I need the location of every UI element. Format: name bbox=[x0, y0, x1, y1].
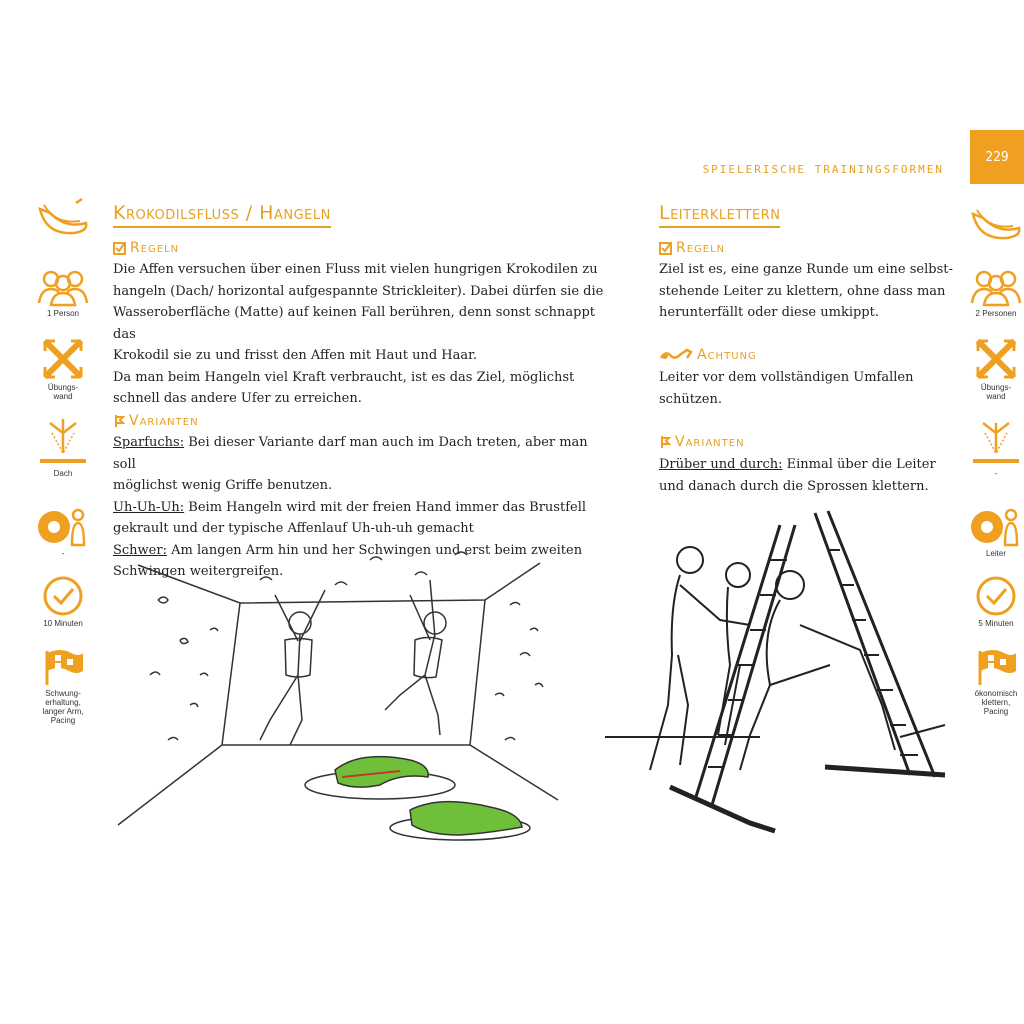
text-line: Die Affen versuchen über einen Fluss mit vielen hungrigen Krokodilen zu bbox=[113, 262, 598, 277]
roof-icon bbox=[33, 417, 93, 478]
roof-icon bbox=[966, 417, 1024, 478]
caution-icon bbox=[659, 348, 693, 362]
rules-heading-label: Regeln bbox=[676, 240, 726, 256]
icon-label: Dach bbox=[53, 469, 73, 478]
clock-icon bbox=[966, 575, 1024, 628]
text-line: schnell das andere Ufer zu erreichen. bbox=[113, 391, 362, 406]
icon-label: 5 Minuten bbox=[978, 619, 1014, 628]
icon-label: Übungs- wand bbox=[980, 383, 1012, 401]
ball-figure-icon bbox=[33, 507, 93, 558]
left-variants-heading bbox=[113, 413, 199, 429]
ball-figure-icon bbox=[966, 507, 1024, 558]
variant-text: Beim Hangeln wird mit der freien Hand immer das Brustfell bbox=[184, 499, 587, 515]
checkbox-icon bbox=[113, 242, 126, 255]
text-line: und danach durch die Sprossen klettern. bbox=[659, 478, 929, 494]
hint-icon bbox=[659, 434, 671, 450]
right-title: Leiterklettern bbox=[659, 202, 780, 228]
variant-line bbox=[659, 454, 959, 476]
right-variants-heading bbox=[659, 434, 745, 450]
crocodile-icon bbox=[335, 757, 428, 787]
variant-text: Bei dieser Variante darf man auch im Dach treten, aber man soll bbox=[113, 435, 588, 472]
banana-icon bbox=[966, 200, 1024, 246]
icon-label: 1 Person bbox=[46, 309, 80, 318]
text-line: stehende Leiter zu klettern, ohne dass man bbox=[659, 283, 946, 299]
icon-label: Schwung- erhaltung, langer Arm, Pacing bbox=[42, 689, 84, 725]
caution-heading-label: Achtung bbox=[697, 347, 757, 363]
text-line: gekrault und der typische Affenlauf Uh-uh-uh gemacht bbox=[113, 521, 474, 536]
variant-text: Am langen Arm hin und her Schwingen und erst beim zweiten bbox=[166, 542, 583, 558]
variant-name: Sparfuchs: bbox=[113, 435, 185, 450]
variants-heading-label: Varianten bbox=[129, 413, 199, 429]
left-rules-heading bbox=[113, 240, 179, 256]
right-caution-heading bbox=[659, 347, 757, 363]
section-header: SPIELERISCHE TRAININGSFORMEN bbox=[702, 163, 944, 176]
left-icon-column bbox=[33, 195, 93, 755]
right-caution-text bbox=[659, 367, 959, 410]
clock-icon bbox=[33, 575, 93, 628]
flag-icon bbox=[33, 647, 93, 725]
rules-heading-label: Regeln bbox=[130, 240, 180, 256]
page-number: 229 bbox=[970, 130, 1024, 184]
variant-name: Schwer: bbox=[113, 542, 167, 558]
text-line: hangeln (Dach/ horizontal aufgespannte Strickleiter). Dabei dürfen sie die bbox=[113, 283, 604, 299]
variant-name: Uh-Uh-Uh: bbox=[113, 499, 185, 515]
variant-line bbox=[113, 432, 613, 475]
ladder-illustration bbox=[600, 505, 950, 845]
right-variants-text bbox=[659, 454, 959, 497]
wall-icon bbox=[966, 337, 1024, 401]
icon-label: - bbox=[994, 469, 998, 478]
text-line: Krokodil sie zu und frisst den Affen mit Haut und Haar. bbox=[113, 348, 478, 363]
wall-icon bbox=[33, 337, 93, 401]
checkbox-icon bbox=[659, 242, 672, 255]
icon-label: 2 Personen bbox=[975, 309, 1017, 318]
banana-icon bbox=[33, 195, 93, 241]
left-title: Krokodilsfluss / Hangeln bbox=[113, 202, 331, 228]
right-rules-heading bbox=[659, 240, 725, 256]
text-line: Wasseroberfläche (Matte) auf keinen Fall berühren, denn sonst schnappt das bbox=[113, 305, 595, 342]
text-line: Da man beim Hangeln viel Kraft verbraucht, ist es das Ziel, möglichst bbox=[113, 369, 575, 385]
icon-label: - bbox=[61, 549, 65, 558]
right-icon-column bbox=[966, 195, 1024, 755]
text-line: Ziel ist es, eine ganze Runde um eine selbst- bbox=[659, 262, 953, 277]
text-line: Schwingen weitergreifen. bbox=[113, 564, 284, 579]
variant-line bbox=[113, 497, 613, 519]
hint-icon bbox=[113, 413, 125, 429]
right-rules-text bbox=[659, 259, 959, 324]
left-rules-text bbox=[113, 259, 613, 410]
text-line: Leiter vor dem vollständigen Umfallen bbox=[659, 370, 914, 385]
icon-label: Übungs- wand bbox=[47, 383, 79, 401]
icon-label: Leiter bbox=[985, 549, 1006, 558]
variant-name: Drüber und durch: bbox=[659, 457, 783, 472]
text-line: möglichst wenig Griffe benutzen. bbox=[113, 478, 333, 493]
icon-label: ökonomisch klettern, Pacing bbox=[974, 689, 1018, 716]
variants-heading-label: Varianten bbox=[675, 434, 745, 450]
hangeln-illustration bbox=[110, 542, 570, 845]
persons-icon bbox=[33, 267, 93, 318]
text-line: herunterfällt oder diese umkippt. bbox=[659, 305, 879, 320]
icon-label: 10 Minuten bbox=[43, 619, 83, 628]
variant-text: Einmal über die Leiter bbox=[782, 457, 936, 472]
text-line: schützen. bbox=[659, 391, 722, 407]
flag-icon bbox=[966, 647, 1024, 716]
persons-icon bbox=[966, 267, 1024, 318]
crocodile-icon bbox=[410, 802, 522, 835]
